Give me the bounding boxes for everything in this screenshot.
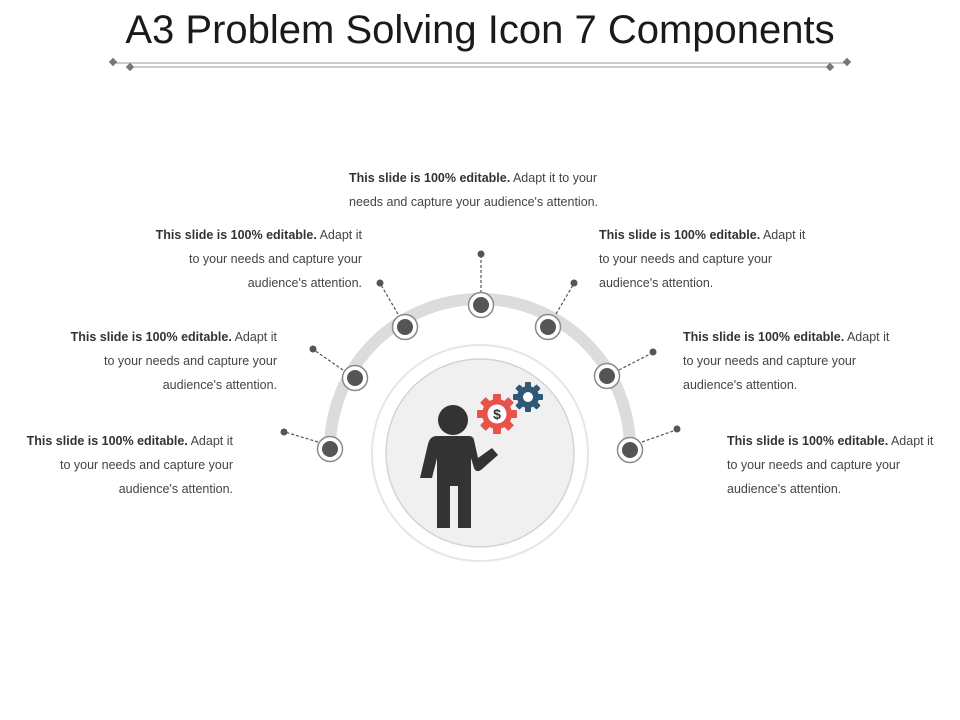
text-block-line: audience's attention. — [247, 276, 362, 290]
endpoint-dot — [571, 280, 578, 287]
node-1 — [318, 437, 343, 462]
text-block-4 — [349, 166, 649, 214]
text-block-line: to your needs and capture your — [103, 354, 277, 368]
endpoint-dot — [377, 280, 384, 287]
red-gear-icon — [477, 394, 517, 434]
text-block-line: to your needs and capture your — [727, 458, 901, 472]
node-3 — [393, 315, 418, 340]
text-block-bold: This slide is 100% editable. — [70, 330, 232, 344]
text-block-line: audience's attention. — [599, 276, 714, 290]
text-block-5 — [599, 223, 839, 295]
blue-gear-icon — [513, 382, 543, 412]
text-block-bold: This slide is 100% editable. — [155, 228, 317, 242]
text-block-line: Adapt it — [316, 228, 362, 242]
text-block-line: to your needs and capture your — [683, 354, 857, 368]
endpoint-dot — [281, 429, 288, 436]
text-block-line: Adapt it — [888, 434, 934, 448]
endpoint-dot — [650, 349, 657, 356]
text-block-line: Adapt it — [187, 434, 233, 448]
text-block-line: Adapt it — [844, 330, 890, 344]
text-block-7 — [727, 429, 957, 501]
text-block-bold: This slide is 100% editable. — [599, 228, 761, 242]
text-block-line: audience's attention. — [118, 482, 233, 496]
center-circle-inner — [386, 359, 574, 547]
text-block-bold: This slide is 100% editable. — [683, 330, 845, 344]
text-block-bold: This slide is 100% editable. — [349, 171, 511, 185]
node-2 — [343, 366, 368, 391]
text-block-6 — [683, 325, 923, 397]
node-5 — [536, 315, 561, 340]
text-block-line: audience's attention. — [683, 378, 798, 392]
endpoint-dot — [478, 251, 485, 258]
text-block-line: audience's attention. — [162, 378, 277, 392]
endpoint-dot — [674, 426, 681, 433]
text-block-line: Adapt it to your — [510, 171, 598, 185]
text-block-bold: This slide is 100% editable. — [727, 434, 889, 448]
text-block-2 — [40, 325, 277, 397]
text-block-line: needs and capture your audience's attention. — [349, 195, 599, 209]
text-block-line: to your needs and capture your — [599, 252, 773, 266]
text-block-line: Adapt it — [231, 330, 277, 344]
dollar-icon: $ — [493, 406, 501, 422]
text-block-1 — [10, 429, 233, 501]
node-7 — [618, 438, 643, 463]
text-block-line: to your needs and capture your — [188, 252, 362, 266]
page-title: A3 Problem Solving Icon 7 Components — [125, 8, 835, 52]
text-block-3 — [120, 223, 362, 295]
node-4 — [469, 293, 494, 318]
text-block-line: audience's attention. — [727, 482, 842, 496]
text-block-bold: This slide is 100% editable. — [26, 434, 188, 448]
text-block-line: Adapt it — [760, 228, 806, 242]
endpoint-dot — [310, 346, 317, 353]
text-block-line: to your needs and capture your — [59, 458, 233, 472]
node-6 — [595, 364, 620, 389]
